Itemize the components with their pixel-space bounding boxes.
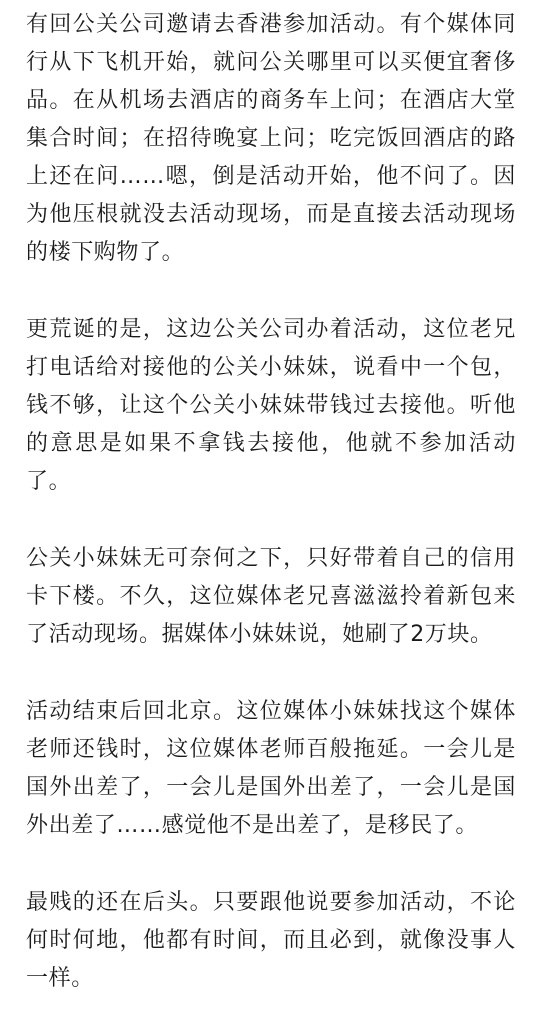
paragraph-2: 更荒诞的是，这边公关公司办着活动，这位老兄打电话给对接他的公关小妹妹，说看中一个包，钱不够，让这个公关小妹妹带钱过去接他。听他的意思是如果不拿钱去接他，他就不参加活动了。 [26, 317, 516, 494]
paragraph-4: 活动结束后回北京。这位媒体小妹妹找这个媒体老师还钱时，这位媒体老师百般拖延。一会儿是国外出差了，一会儿是国外出差了，一会儿是国外出差了……感觉他不是出差了，是移民了。 [26, 699, 516, 838]
paragraph-spacer [26, 845, 516, 884]
paragraph-spacer [26, 654, 516, 693]
paragraph-5: 最贱的还在后头。只要跟他说要参加活动，不论何时何地，他都有时间，而且必到，就像没事人一样。 [26, 890, 516, 991]
paragraph-3: 公关小妹妹无可奈何之下，只好带着自己的信用卡下楼。不久，这位媒体老兄喜滋滋拎着新包来了活动现场。据媒体小妹妹说，她刷了2万块。 [26, 546, 516, 647]
article-body [26, 6, 516, 998]
paragraph-spacer [26, 501, 516, 540]
paragraph-1: 有回公关公司邀请去香港参加活动。有个媒体同行从下飞机开始，就问公关哪里可以买便宜奢侈品。在从机场去酒店的商务车上问；在酒店大堂集合时间；在招待晚宴上问；吃完饭回酒店的路上还在问……嗯，倒是活动开始，他不问了。因为他压根就没去活动现场，而是直接去活动现场的楼下购物了。 [26, 12, 516, 265]
paragraph-spacer [26, 272, 516, 311]
